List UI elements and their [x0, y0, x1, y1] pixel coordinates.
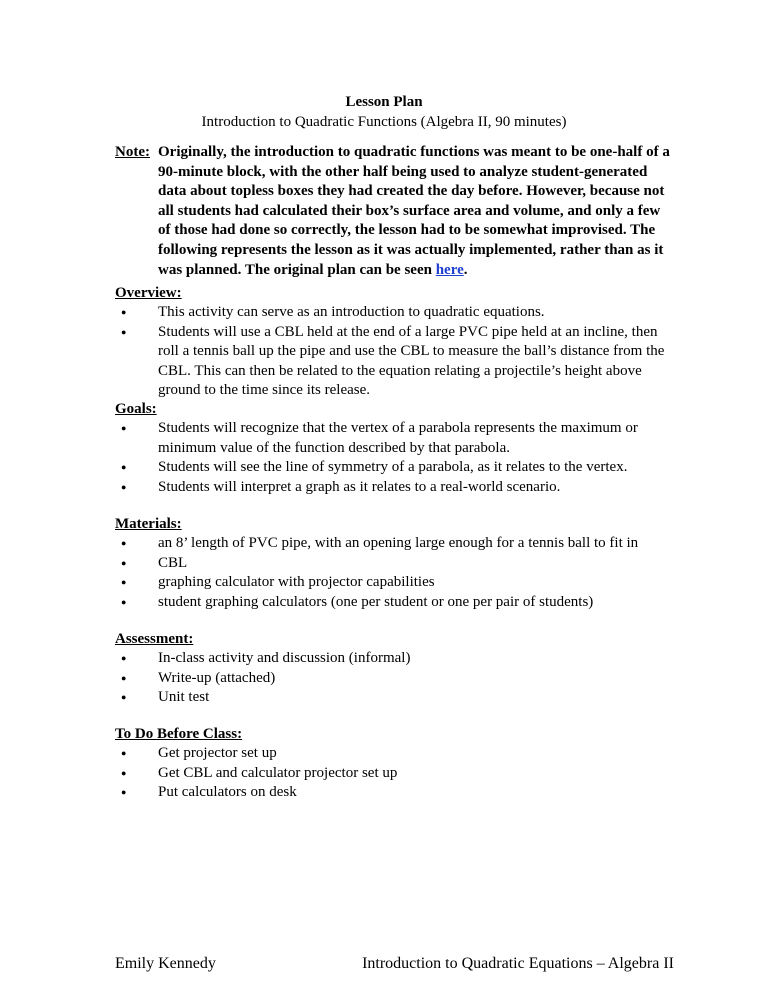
list-item-text: student graphing calculators (one per student or one per pair of students): [158, 593, 594, 610]
bullet-icon: ●: [121, 692, 127, 703]
list-item-text: Students will see the line of symmetry of a parabola, as it relates to the vertex.: [158, 459, 628, 476]
todo-list: [115, 744, 675, 802]
list-item: [115, 669, 675, 688]
list-item-text: CBL: [158, 554, 188, 571]
original-plan-link[interactable]: here: [435, 261, 464, 278]
bullet-icon: ●: [121, 653, 127, 664]
footer-author: Emily Kennedy: [115, 955, 216, 972]
bullet-icon: ●: [121, 596, 127, 607]
list-item-text: Get projector set up: [158, 745, 277, 762]
list-item: [115, 649, 675, 668]
list-item: [115, 534, 675, 553]
list-item: [115, 458, 675, 477]
bullet-icon: ●: [121, 307, 127, 318]
goals-section: [115, 400, 675, 497]
note-text: [158, 143, 675, 280]
bullet-icon: ●: [121, 748, 127, 759]
list-item: [115, 764, 675, 783]
list-item-text: Get CBL and calculator projector set up: [158, 764, 398, 781]
bullet-icon: ●: [121, 481, 127, 492]
list-item-text: an 8’ length of PVC pipe, with an opening large enough for a tennis ball to fit in: [158, 535, 639, 552]
bullet-icon: ●: [121, 326, 127, 337]
bullet-icon: ●: [121, 538, 127, 549]
list-item-text: Write-up (attached): [158, 669, 276, 686]
goals-heading: Goals:: [115, 401, 157, 417]
list-item: [115, 688, 675, 707]
bullet-icon: ●: [121, 423, 127, 434]
list-item: [115, 554, 675, 573]
list-item-text: graphing calculator with projector capabilities: [158, 574, 435, 591]
todo-section: [115, 725, 675, 803]
page-subtitle: Introduction to Quadratic Functions (Algebra II, 90 minutes): [201, 114, 567, 130]
bullet-icon: ●: [121, 767, 127, 778]
list-item-text: Unit test: [158, 689, 210, 706]
list-item-text: Students will recognize that the vertex of a parabola represents the maximum or minimum value of the function described by that parabola.: [158, 420, 638, 456]
bullet-icon: ●: [121, 787, 127, 798]
overview-section: [115, 284, 675, 400]
overview-heading: Overview:: [115, 285, 182, 301]
list-item: [115, 303, 675, 322]
todo-heading: To Do Before Class:: [115, 726, 243, 742]
list-item-text: Students will interpret a graph as it relates to a real-world scenario.: [158, 478, 561, 495]
list-item: [115, 419, 675, 458]
assessment-list: [115, 649, 675, 707]
list-item-text: This activity can serve as an introduction to quadratic equations.: [158, 304, 545, 321]
list-item: [115, 573, 675, 592]
materials-list: [115, 534, 675, 612]
list-item: [115, 593, 675, 612]
bullet-icon: ●: [121, 672, 127, 683]
goals-list: [115, 419, 675, 497]
bullet-icon: ●: [121, 577, 127, 588]
footer-doc-title: Introduction to Quadratic Equations – Algebra II: [362, 955, 674, 972]
list-item-text: Students will use a CBL held at the end of a large PVC pipe held at an incline, then roll a tennis ball up the pipe and use the CBL to measure the ball’s distance from the CBL. This can then be related to the equation relating a projectile’s height above ground to the time since its release.: [158, 323, 665, 399]
list-item: [115, 323, 675, 401]
materials-section: [115, 515, 675, 612]
list-item: [115, 478, 675, 497]
assessment-heading: Assessment:: [115, 631, 194, 647]
assessment-section: [115, 630, 675, 708]
list-item-text: Put calculators on desk: [158, 784, 297, 801]
note-end: .: [463, 261, 468, 278]
list-item-text: In-class activity and discussion (informal): [158, 650, 411, 667]
page-title: Lesson Plan: [345, 94, 423, 110]
bullet-icon: ●: [121, 462, 127, 473]
materials-heading: Materials:: [115, 516, 182, 532]
list-item: [115, 744, 675, 763]
list-item: [115, 783, 675, 802]
bullet-icon: ●: [121, 557, 127, 568]
overview-list: [115, 303, 675, 400]
note-label: Note:: [115, 144, 150, 160]
note-block: [115, 143, 675, 280]
note-body: Originally, the introduction to quadratic functions was meant to be one-half of a 90-minute block, with the other half being used to analyze student-generated data about topless boxes they had created the day before. However, because not all students had calculated their box’s surface area and volume, and only a few of those had done so correctly, the lesson had to be somewhat improvised. The following represents the lesson as it was actually implemented, rather than as it was planned. The original plan can be seen: [158, 144, 670, 278]
